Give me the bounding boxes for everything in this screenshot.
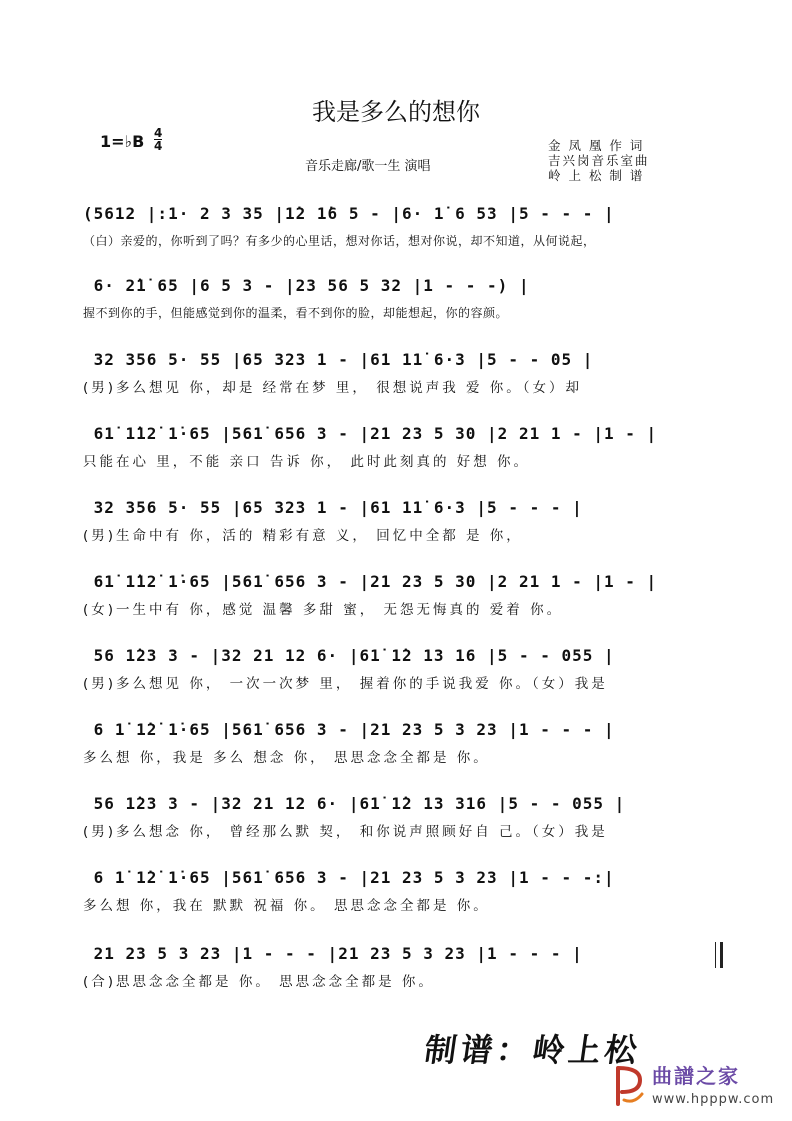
lyric-row: (男)生命中有 你，活的 精彩有意 义， 回忆中全都 是 你， [83,528,523,544]
score-line [83,940,723,988]
site-name: 曲譜之家 [652,1064,740,1088]
notation-row: 56 1̇23 3 - |32 21 12 6· |61̇ 1̇2 13 316 |5 - - 055 | [83,794,626,813]
score-line [83,420,723,468]
lyric-row: (女)一生中有 你，感觉 温馨 多甜 蜜， 无怨无悔真的 爱着 你。 [83,602,564,618]
lyric-row: 多么想 你，我是 多么 想念 你， 思思念念全都是 你。 [83,750,490,766]
notation-row: 61̇ 1̇12̇ 1̇·65 |561̇ 656 3 - |21 23 5 30 |2 21 1 - |1 - | [83,572,658,591]
notation-row: 6· 2̇1̇ 65 |6 5 3 - |23 56 5 32 |1 - - -) | [83,276,530,295]
lyric-row: （白）亲爱的，你听到了吗？有多少的心里话，想对你话，想对你说，却不知道，从何说起， [83,234,596,248]
score-line [83,864,723,912]
composer-credit: 吉兴岗音乐室曲 [548,153,650,168]
notation-row: 61̇ 1̇12̇ 1̇·65 |561̇ 656 3 - |21 23 5 30 |2 21 1 - |1 - | [83,424,658,443]
song-title: 我是多么的想你 [312,98,480,126]
transcriber-credit: 岭 上 松 制 谱 [548,168,645,183]
lyric-row: (男)多么想见 你，却是 经常在梦 里， 很想说声我 爱 你。（女）却 [83,380,583,396]
lyric-row: 握不到你的手，但能感觉到你的温柔，看不到你的脸，却能想起，你的容颜。 [83,306,509,320]
notation-row: 21 23 5 3 23 |1 - - - |21 23 5 3 23 |1 - - - | [83,944,583,963]
score-line [83,568,723,616]
notation-row: (5612 |:1· 2 3 35 |1̇2 1̇6 5 - |6· 1̇ 6 53 |5 - - - | [83,204,615,223]
score-line [83,272,723,320]
notation-row: 32 356 5· 55 |65 323 1 - |61 11̇ 6·3 |5 - - - | [83,498,583,517]
site-logo-icon [614,1064,644,1108]
notation-row: 6 1̇ 1̇2̇ 1̇·65 |561̇ 656 3 - |21 23 5 3 23 |1 - - -:| [83,868,615,887]
lyricist-credit: 金 凤 凰 作 词 [548,138,645,153]
score-line [83,494,723,542]
score-line [83,346,723,394]
lyric-row: 多么想 你，我在 默默 祝福 你。 思思念念全都是 你。 [83,898,490,914]
lyric-row: (男)多么想念 你， 曾经那么默 契， 和你说声照顾好自 己。（女）我是 [83,824,608,840]
key-signature: 1=♭B [100,132,145,151]
meter-top: 4 [154,126,163,140]
notation-row: 56 1̇23 3 - |32 21 12 6· |61̇ 1̇2 13 16 |5 - - 055 | [83,646,615,665]
lyric-row: (合)思思念念全都是 你。 思思念念全都是 你。 [83,974,435,990]
meter-bottom: 4 [154,139,163,153]
final-barline [715,942,723,968]
notation-row: 6 1̇ 1̇2̇ 1̇·65 |561̇ 656 3 - |21 23 5 3 23 |1 - - - | [83,720,615,739]
credits [548,138,650,183]
transcriber-signature: 制谱：岭上松 [422,1031,644,1069]
site-url: www.hpppw.com [652,1092,775,1107]
score-line [83,642,723,690]
score-line [83,716,723,764]
lyric-row: 只能在心 里，不能 亲口 告诉 你， 此时此刻真的 好想 你。 [83,454,531,470]
score-line [83,790,723,838]
score-line [83,200,723,248]
site-watermark [612,1058,787,1118]
lyric-row: (男)多么想见 你， 一次一次梦 里， 握着你的手说我爱 你。（女）我是 [83,676,608,692]
performer-credit: 音乐走廊/歌一生 演唱 [305,159,431,174]
time-signature [154,127,162,152]
notation-row: 32 356 5· 55 |65 323 1 - |61 11̇ 6·3 |5 - - 05 | [83,350,594,369]
